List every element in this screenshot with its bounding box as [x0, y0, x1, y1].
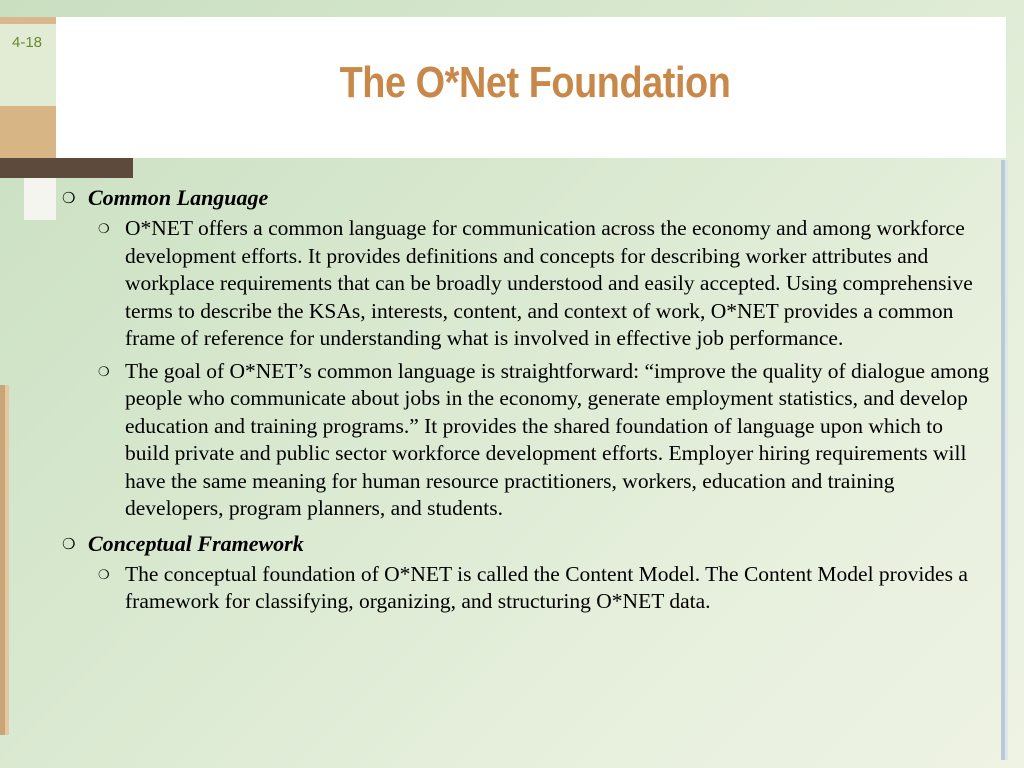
section-heading-text: Conceptual Framework — [88, 530, 304, 556]
bullet-point — [98, 358, 992, 523]
section-heading-common-language — [62, 182, 992, 213]
bullet-point-text: The conceptual foundation of O*NET is called the Content Model. The Content Model provides a framework for classifying, organizing, and structuring O*NET data. — [125, 561, 968, 613]
hollow-circle-bullet-icon: ❍ — [98, 364, 110, 380]
slide-content — [62, 182, 992, 621]
hollow-circle-bullet-icon: ❍ — [98, 222, 110, 237]
section-heading-text: Common Language — [88, 185, 269, 210]
hollow-circle-bullet-icon: ❍ — [98, 567, 110, 583]
slide-number: 4-18 — [12, 34, 43, 51]
decorative-left-line-light — [5, 385, 9, 735]
bullet-point — [98, 561, 992, 616]
decorative-right-line-light — [1005, 160, 1008, 760]
bullet-point — [98, 215, 992, 353]
section-heading-conceptual-framework — [62, 528, 992, 559]
bullet-point-text: O*NET offers a common language for communication across the economy and among workforce development efforts. It provides definitions and concepts for describing worker attributes and workplace requirements that can be broadly understood and easily accepted. Using comprehensive terms to describe the KSAs, interests, content, and context of work, O*NET provides a common frame of reference for understanding what is involved in effective job performance. — [125, 216, 973, 350]
decorative-tan-block — [0, 106, 56, 158]
decorative-brown-bar — [0, 158, 133, 178]
hollow-circle-bullet-icon: ❍ — [62, 534, 76, 553]
slide-title: The O*Net Foundation — [339, 58, 731, 107]
bullet-point-text: The goal of O*NET’s common language is straightforward: “improve the quality of dialogue among people who communicate about jobs in the economy, generate employment statistics, and develop education and training programs.” It provides the shared foundation of language upon which to build private and public sector workforce development efforts. Employer hiring requirements will have the same meaning for human resource practitioners, workers, education and training developers, program planners, and students. — [125, 358, 989, 520]
hollow-circle-bullet-icon: ❍ — [62, 189, 76, 207]
decorative-white-strip — [24, 178, 56, 220]
